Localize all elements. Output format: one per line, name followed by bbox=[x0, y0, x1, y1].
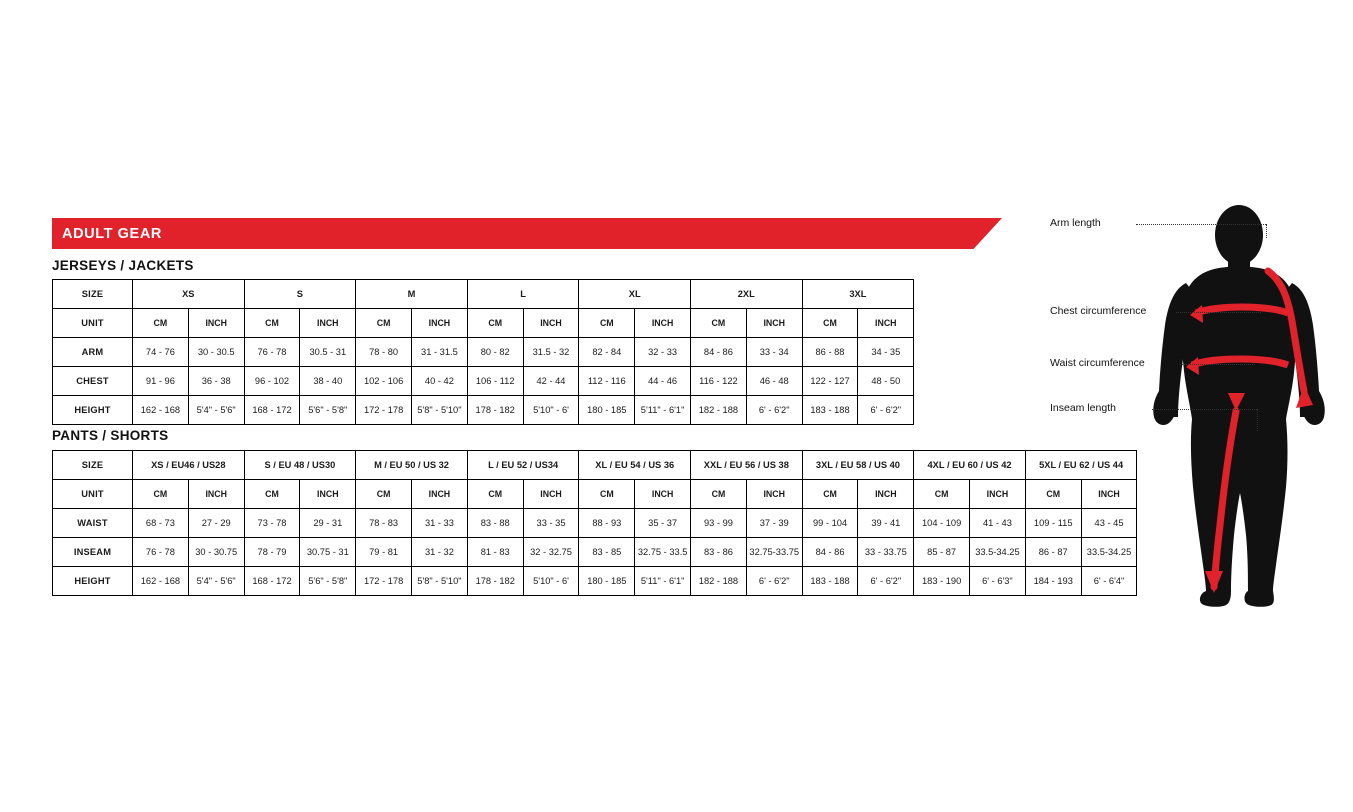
banner-shape bbox=[52, 218, 1002, 249]
size-column-header: M bbox=[356, 280, 468, 309]
measurement-cell: 30 - 30.5 bbox=[188, 338, 244, 367]
pants-size-table bbox=[52, 450, 1137, 596]
table-row-size-header bbox=[53, 280, 914, 309]
measurement-cell: 96 - 102 bbox=[244, 367, 300, 396]
measurement-cell: 79 - 81 bbox=[356, 538, 412, 567]
section-title-pants: PANTS / SHORTS bbox=[52, 428, 169, 443]
measurement-cell: 73 - 78 bbox=[244, 509, 300, 538]
measurement-cell: 30.5 - 31 bbox=[300, 338, 356, 367]
measurement-cell: 35 - 37 bbox=[635, 509, 691, 538]
row-label: CHEST bbox=[53, 367, 133, 396]
unit-cell: INCH bbox=[635, 309, 691, 338]
leader-line-inseam-vertical bbox=[1257, 409, 1258, 431]
leader-line-arm-vertical bbox=[1266, 224, 1267, 238]
measurement-cell: 5'4" - 5'6" bbox=[188, 567, 244, 596]
size-column-header: M / EU 50 / US 32 bbox=[356, 451, 468, 480]
measurement-cell: 6' - 6'4" bbox=[1081, 567, 1137, 596]
measurement-cell: 32 - 32.75 bbox=[523, 538, 579, 567]
measurement-cell: 33 - 34 bbox=[746, 338, 802, 367]
measurement-cell: 88 - 93 bbox=[579, 509, 635, 538]
measurement-cell: 43 - 45 bbox=[1081, 509, 1137, 538]
measurement-cell: 6' - 6'2" bbox=[858, 567, 914, 596]
unit-cell: INCH bbox=[188, 309, 244, 338]
unit-cell: INCH bbox=[523, 309, 579, 338]
measurement-cell: 6' - 6'3" bbox=[970, 567, 1026, 596]
measurement-cell: 5'8" - 5'10" bbox=[412, 396, 468, 425]
measurement-cell: 81 - 83 bbox=[467, 538, 523, 567]
size-column-header: 3XL bbox=[802, 280, 914, 309]
measurement-cell: 83 - 88 bbox=[467, 509, 523, 538]
measurement-cell: 38 - 40 bbox=[300, 367, 356, 396]
measurement-cell: 36 - 38 bbox=[188, 367, 244, 396]
unit-cell: INCH bbox=[188, 480, 244, 509]
measurement-cell: 29 - 31 bbox=[300, 509, 356, 538]
measurement-cell: 5'10" - 6' bbox=[523, 567, 579, 596]
size-header-label: SIZE bbox=[53, 280, 133, 309]
jerseys-table-body bbox=[53, 280, 914, 425]
table-row-unit-header bbox=[53, 309, 914, 338]
row-label: ARM bbox=[53, 338, 133, 367]
measurement-cell: 116 - 122 bbox=[691, 367, 747, 396]
measurement-cell: 42 - 44 bbox=[523, 367, 579, 396]
unit-cell: CM bbox=[1025, 480, 1081, 509]
unit-cell: INCH bbox=[412, 309, 468, 338]
unit-cell: INCH bbox=[746, 309, 802, 338]
measurement-cell: 5'6" - 5'8" bbox=[300, 396, 356, 425]
measurement-cell: 6' - 6'2" bbox=[746, 396, 802, 425]
unit-cell: CM bbox=[691, 309, 747, 338]
measurement-cell: 32.75 - 33.5 bbox=[635, 538, 691, 567]
unit-cell: INCH bbox=[970, 480, 1026, 509]
measurement-cell: 184 - 193 bbox=[1025, 567, 1081, 596]
unit-cell: INCH bbox=[1081, 480, 1137, 509]
measurement-cell: 182 - 188 bbox=[691, 567, 747, 596]
size-column-header: XXL / EU 56 / US 38 bbox=[691, 451, 803, 480]
annotation-inseam-length: Inseam length bbox=[1050, 402, 1116, 414]
table-row bbox=[53, 509, 1137, 538]
measurement-cell: 33.5-34.25 bbox=[1081, 538, 1137, 567]
leader-line-waist bbox=[1180, 364, 1255, 365]
leader-line-arm bbox=[1136, 224, 1266, 225]
table-row bbox=[53, 338, 914, 367]
measurement-cell: 6' - 6'2" bbox=[858, 396, 914, 425]
measurement-cell: 27 - 29 bbox=[188, 509, 244, 538]
measurement-cell: 178 - 182 bbox=[467, 396, 523, 425]
unit-cell: INCH bbox=[523, 480, 579, 509]
unit-cell: CM bbox=[133, 480, 189, 509]
row-label: INSEAM bbox=[53, 538, 133, 567]
annotation-waist-circumference: Waist circumference bbox=[1050, 357, 1145, 369]
measurement-cell: 39 - 41 bbox=[858, 509, 914, 538]
measurement-cell: 30.75 - 31 bbox=[300, 538, 356, 567]
size-column-header: XL bbox=[579, 280, 691, 309]
unit-cell: INCH bbox=[300, 309, 356, 338]
measurement-cell: 5'8" - 5'10" bbox=[412, 567, 468, 596]
measurement-cell: 48 - 50 bbox=[858, 367, 914, 396]
measurement-cell: 32.75-33.75 bbox=[746, 538, 802, 567]
size-column-header: XL / EU 54 / US 36 bbox=[579, 451, 691, 480]
size-column-header: L bbox=[467, 280, 579, 309]
size-header-label: SIZE bbox=[53, 451, 133, 480]
leader-line-inseam bbox=[1152, 409, 1257, 410]
measurement-cell: 180 - 185 bbox=[579, 396, 635, 425]
measurement-cell: 33 - 35 bbox=[523, 509, 579, 538]
unit-cell: CM bbox=[356, 480, 412, 509]
measurement-cell: 82 - 84 bbox=[579, 338, 635, 367]
measurement-cell: 93 - 99 bbox=[691, 509, 747, 538]
measurement-cell: 91 - 96 bbox=[133, 367, 189, 396]
measurement-cell: 76 - 78 bbox=[133, 538, 189, 567]
measurement-cell: 83 - 85 bbox=[579, 538, 635, 567]
unit-cell: CM bbox=[579, 309, 635, 338]
unit-header-label: UNIT bbox=[53, 480, 133, 509]
measurement-cell: 183 - 190 bbox=[914, 567, 970, 596]
measurement-cell: 78 - 79 bbox=[244, 538, 300, 567]
unit-cell: INCH bbox=[746, 480, 802, 509]
measurement-cell: 31 - 32 bbox=[412, 538, 468, 567]
size-column-header: 5XL / EU 62 / US 44 bbox=[1025, 451, 1137, 480]
pants-table-body bbox=[53, 451, 1137, 596]
measurement-cell: 84 - 86 bbox=[802, 538, 858, 567]
measurement-cell: 99 - 104 bbox=[802, 509, 858, 538]
measurement-cell: 34 - 35 bbox=[858, 338, 914, 367]
unit-cell: INCH bbox=[858, 480, 914, 509]
measurement-cell: 84 - 86 bbox=[691, 338, 747, 367]
measurement-cell: 37 - 39 bbox=[746, 509, 802, 538]
measurement-cell: 183 - 188 bbox=[802, 567, 858, 596]
measurement-cell: 162 - 168 bbox=[133, 396, 189, 425]
measurement-cell: 33 - 33.75 bbox=[858, 538, 914, 567]
measurement-cell: 109 - 115 bbox=[1025, 509, 1081, 538]
measurement-cell: 31 - 31.5 bbox=[412, 338, 468, 367]
measurement-cell: 5'4" - 5'6" bbox=[188, 396, 244, 425]
measurement-cell: 86 - 87 bbox=[1025, 538, 1081, 567]
table-row-size-header bbox=[53, 451, 1137, 480]
table-row bbox=[53, 538, 1137, 567]
size-column-header: XS bbox=[133, 280, 245, 309]
size-column-header: L / EU 52 / US34 bbox=[467, 451, 579, 480]
measurement-cell: 104 - 109 bbox=[914, 509, 970, 538]
unit-cell: CM bbox=[691, 480, 747, 509]
unit-header-label: UNIT bbox=[53, 309, 133, 338]
leader-line-chest bbox=[1176, 312, 1261, 313]
unit-cell: CM bbox=[467, 480, 523, 509]
measurement-cell: 78 - 80 bbox=[356, 338, 412, 367]
measurement-cell: 41 - 43 bbox=[970, 509, 1026, 538]
unit-cell: CM bbox=[133, 309, 189, 338]
measurement-cell: 83 - 86 bbox=[691, 538, 747, 567]
table-row-unit-header bbox=[53, 480, 1137, 509]
size-column-header: 3XL / EU 58 / US 40 bbox=[802, 451, 914, 480]
measurement-cell: 168 - 172 bbox=[244, 567, 300, 596]
measurement-cell: 78 - 83 bbox=[356, 509, 412, 538]
measurement-cell: 44 - 46 bbox=[635, 367, 691, 396]
measurement-cell: 68 - 73 bbox=[133, 509, 189, 538]
measurement-cell: 180 - 185 bbox=[579, 567, 635, 596]
measurement-cell: 40 - 42 bbox=[412, 367, 468, 396]
section-title-jerseys: JERSEYS / JACKETS bbox=[52, 258, 194, 273]
measurement-figure bbox=[1030, 195, 1350, 615]
measurement-cell: 172 - 178 bbox=[356, 396, 412, 425]
unit-cell: CM bbox=[244, 480, 300, 509]
table-row bbox=[53, 367, 914, 396]
measurement-cell: 178 - 182 bbox=[467, 567, 523, 596]
size-column-header: 4XL / EU 60 / US 42 bbox=[914, 451, 1026, 480]
unit-cell: CM bbox=[467, 309, 523, 338]
measurement-cell: 6' - 6'2" bbox=[746, 567, 802, 596]
unit-cell: INCH bbox=[300, 480, 356, 509]
measurement-cell: 30 - 30.75 bbox=[188, 538, 244, 567]
measurement-cell: 74 - 76 bbox=[133, 338, 189, 367]
measurement-cell: 32 - 33 bbox=[635, 338, 691, 367]
measurement-cell: 122 - 127 bbox=[802, 367, 858, 396]
measurement-cell: 5'10" - 6' bbox=[523, 396, 579, 425]
measurement-cell: 31.5 - 32 bbox=[523, 338, 579, 367]
adult-gear-banner bbox=[52, 218, 1002, 249]
measurement-cell: 5'6" - 5'8" bbox=[300, 567, 356, 596]
measurement-cell: 31 - 33 bbox=[412, 509, 468, 538]
size-column-header: 2XL bbox=[691, 280, 803, 309]
measurement-cell: 102 - 106 bbox=[356, 367, 412, 396]
measurement-cell: 172 - 178 bbox=[356, 567, 412, 596]
measurement-cell: 182 - 188 bbox=[691, 396, 747, 425]
measurement-cell: 5'11" - 6'1" bbox=[635, 567, 691, 596]
unit-cell: CM bbox=[579, 480, 635, 509]
unit-cell: CM bbox=[802, 309, 858, 338]
row-label: WAIST bbox=[53, 509, 133, 538]
row-label: HEIGHT bbox=[53, 567, 133, 596]
unit-cell: CM bbox=[802, 480, 858, 509]
unit-cell: INCH bbox=[412, 480, 468, 509]
measurement-cell: 46 - 48 bbox=[746, 367, 802, 396]
measurement-cell: 85 - 87 bbox=[914, 538, 970, 567]
unit-cell: CM bbox=[914, 480, 970, 509]
measurement-cell: 112 - 116 bbox=[579, 367, 635, 396]
size-column-header: XS / EU46 / US28 bbox=[133, 451, 245, 480]
unit-cell: INCH bbox=[635, 480, 691, 509]
measurement-cell: 106 - 112 bbox=[467, 367, 523, 396]
measurement-cell: 168 - 172 bbox=[244, 396, 300, 425]
measurement-cell: 76 - 78 bbox=[244, 338, 300, 367]
measurement-cell: 33.5-34.25 bbox=[970, 538, 1026, 567]
measurement-cell: 86 - 88 bbox=[802, 338, 858, 367]
size-column-header: S bbox=[244, 280, 356, 309]
banner-title: ADULT GEAR bbox=[62, 225, 162, 242]
unit-cell: CM bbox=[356, 309, 412, 338]
jerseys-size-table bbox=[52, 279, 914, 425]
table-row bbox=[53, 567, 1137, 596]
measurement-cell: 80 - 82 bbox=[467, 338, 523, 367]
unit-cell: CM bbox=[244, 309, 300, 338]
measurement-cell: 162 - 168 bbox=[133, 567, 189, 596]
measurement-cell: 5'11" - 6'1" bbox=[635, 396, 691, 425]
annotation-arm-length: Arm length bbox=[1050, 217, 1101, 229]
row-label: HEIGHT bbox=[53, 396, 133, 425]
annotation-chest-circumference: Chest circumference bbox=[1050, 305, 1147, 317]
unit-cell: INCH bbox=[858, 309, 914, 338]
size-column-header: S / EU 48 / US30 bbox=[244, 451, 356, 480]
measurement-cell: 183 - 188 bbox=[802, 396, 858, 425]
table-row bbox=[53, 396, 914, 425]
